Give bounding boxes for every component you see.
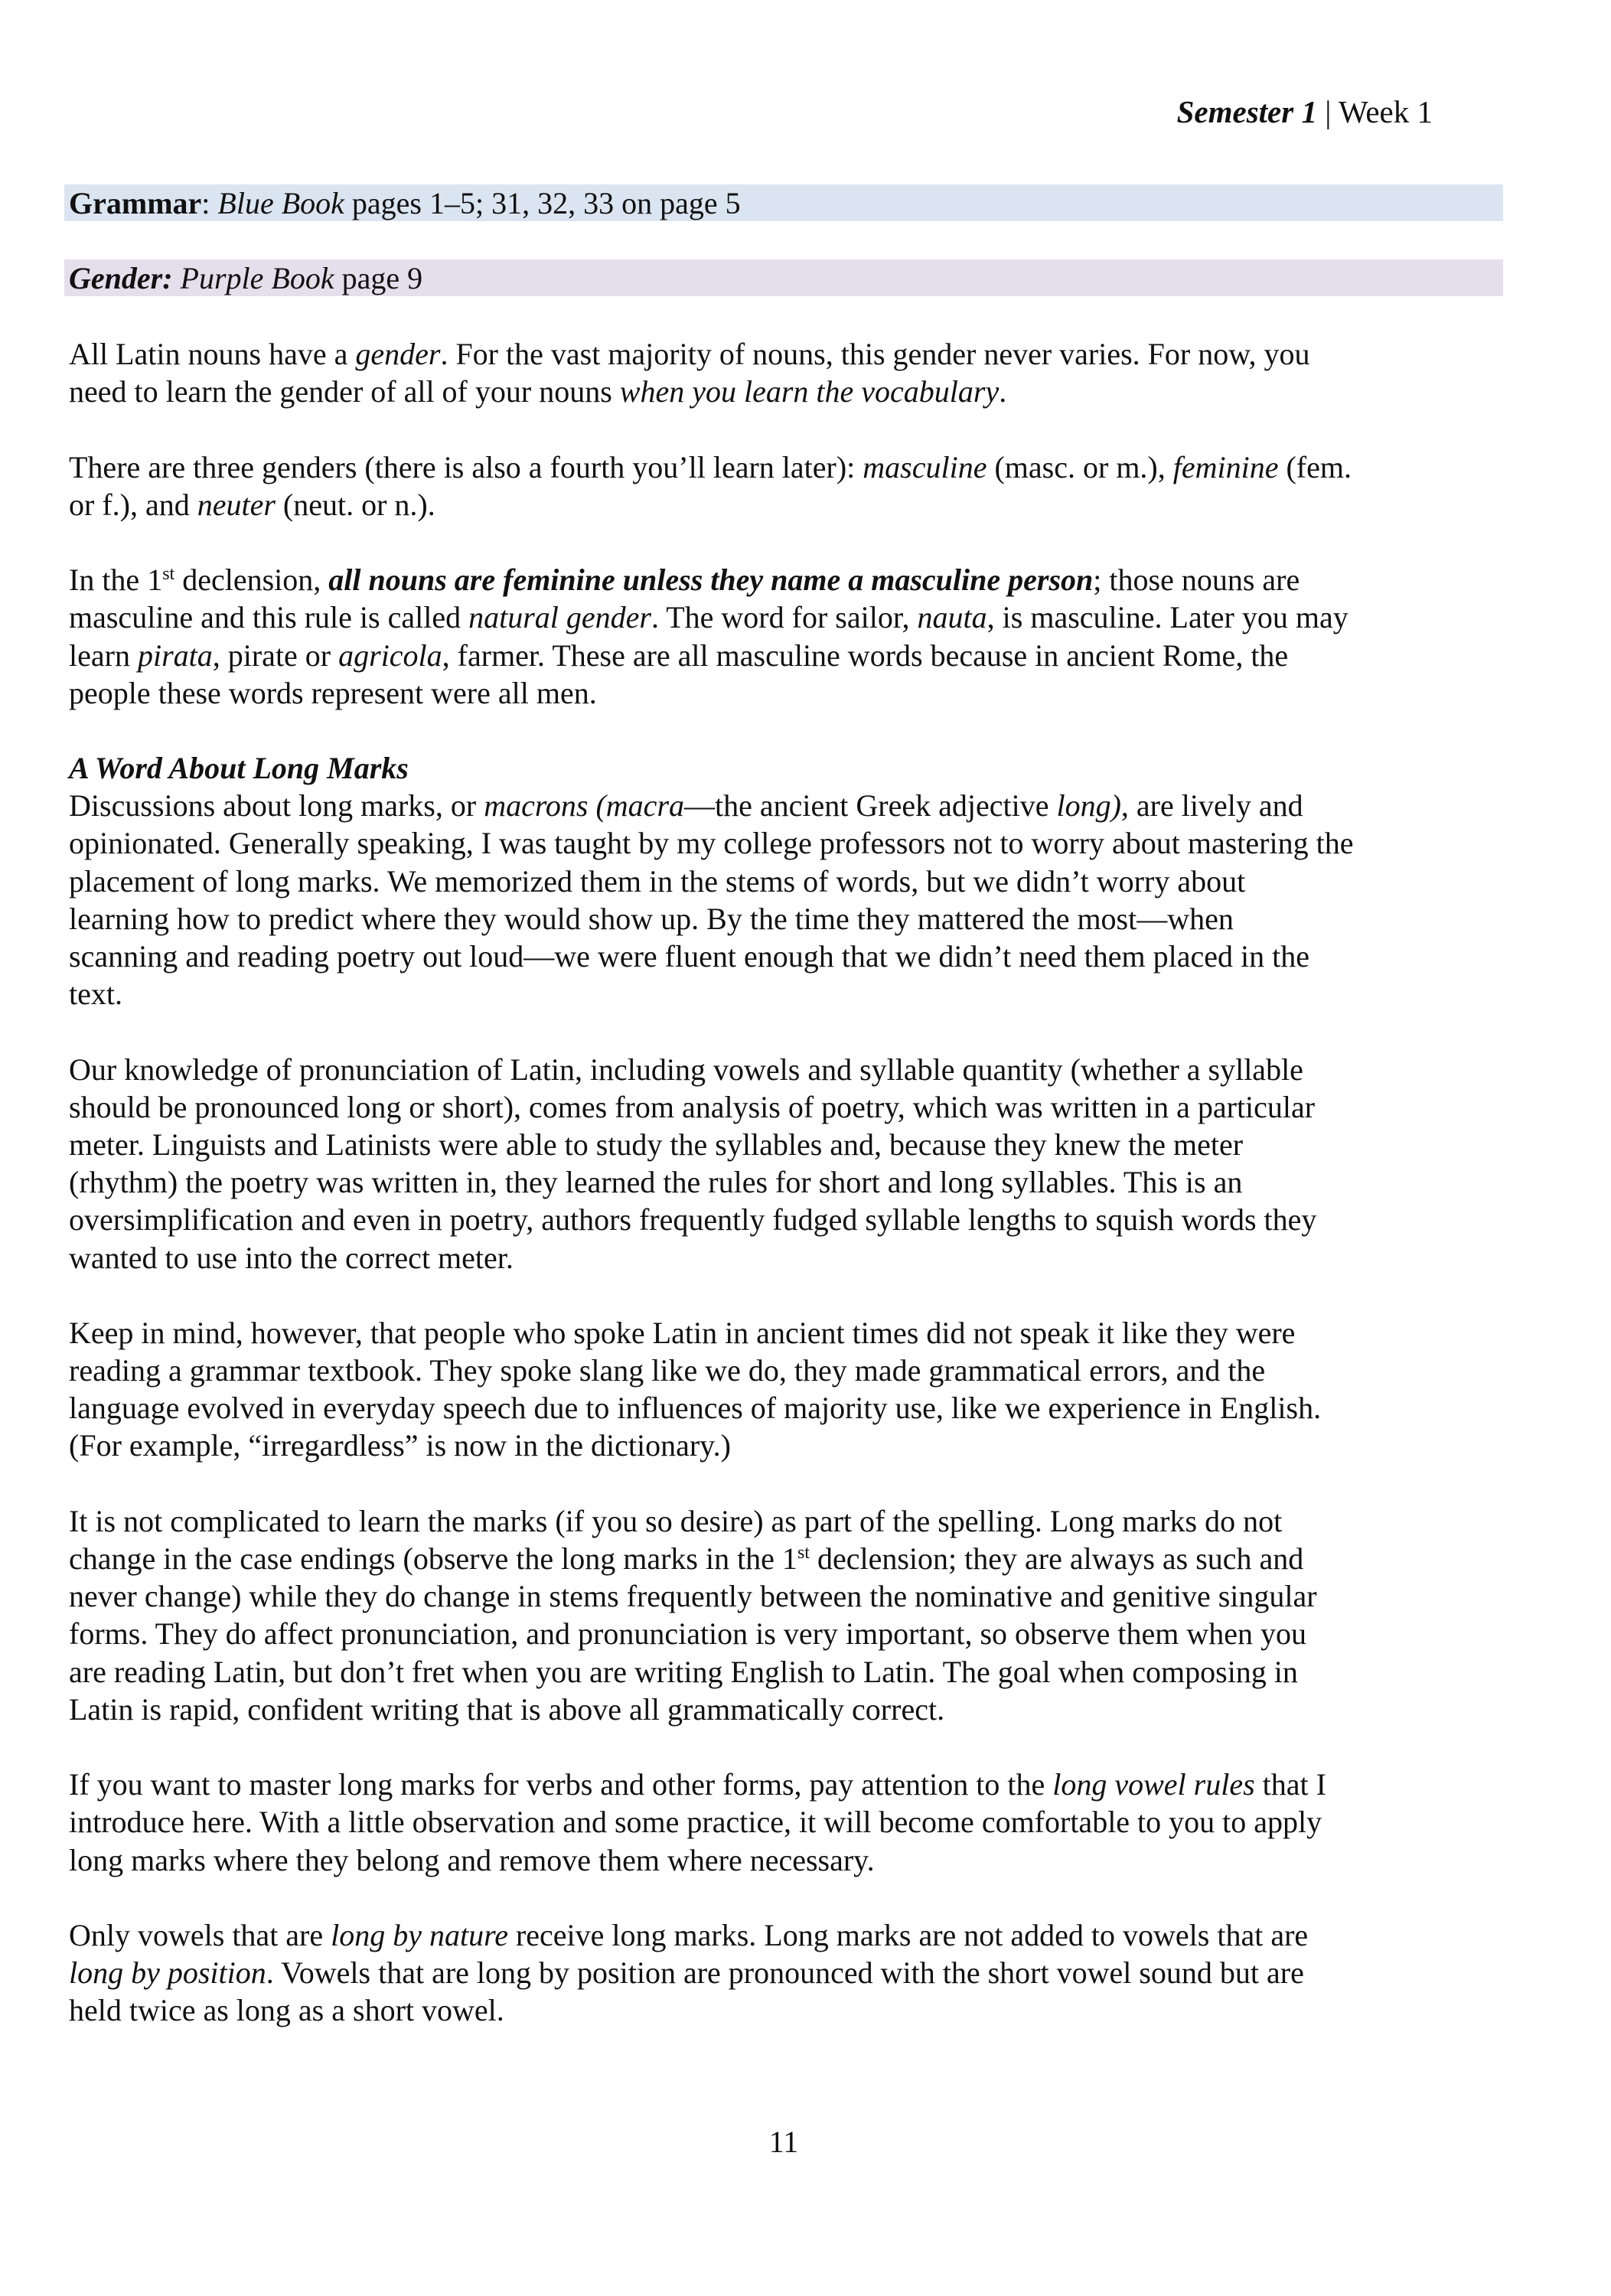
text-run: text. <box>69 977 122 1012</box>
gender-pages: page 9 <box>334 261 423 295</box>
emphasis-text: feminine <box>1172 449 1279 484</box>
text-run: wanted to use into the correct meter. <box>69 1240 514 1275</box>
text-line <box>69 824 1353 862</box>
text-line <box>69 598 1353 636</box>
text-line <box>69 1653 1353 1691</box>
text-run: reading a grammar textbook. They spoke slang like we do, they made grammatical errors, and the <box>69 1353 1266 1388</box>
text-line <box>69 1201 1353 1238</box>
emphasis-text: long vowel rules <box>1052 1767 1255 1802</box>
text-run: learn <box>69 638 138 673</box>
text-line <box>69 1691 1353 1728</box>
text-run: scanning and reading poetry out loud—we were fluent enough that we didn’t need them placed in the <box>69 939 1309 974</box>
text-run: . <box>999 374 1007 409</box>
text-run: people these words represent were all men. <box>69 675 597 710</box>
text-run: need to learn the gender of all of your nouns <box>69 374 620 409</box>
text-run: should be pronounced long or short), comes from analysis of poetry, which was written in a particular <box>69 1089 1316 1124</box>
grammar-pages: pages 1–5; 31, 32, 33 on page 5 <box>344 186 741 220</box>
text-run: forms. They do affect pronunciation, and pronunciation is very important, so observe them when you <box>69 1616 1307 1652</box>
gender-label: Gender: <box>69 261 173 295</box>
text-line <box>69 1088 1353 1126</box>
text-line <box>69 900 1353 938</box>
text-line <box>69 1991 1353 2029</box>
emphasis-text: gender <box>355 337 441 371</box>
text-line <box>69 1051 1353 1088</box>
paragraph <box>69 1916 1353 2030</box>
text-run: ; those nouns are <box>1093 563 1300 598</box>
emphasis-text: long) <box>1056 788 1121 823</box>
running-header <box>1177 93 1433 130</box>
emphasis-text: nauta <box>917 600 987 635</box>
text-run: masculine and this rule is called <box>69 600 469 635</box>
grammar-assignment-bar <box>64 184 1503 221</box>
text-run: never change) while they do change in stems frequently between the nominative and genitive singular <box>69 1579 1317 1614</box>
gender-space <box>173 261 181 295</box>
emphasis-text: pirata <box>137 638 213 673</box>
paragraph <box>69 1502 1353 1728</box>
text-run: Our knowledge of pronunciation of Latin, including vowels and syllable quantity (whether a syllable <box>69 1052 1303 1087</box>
text-run: oversimplification and even in poetry, authors frequently fudged syllable lengths to squish words they <box>69 1202 1317 1238</box>
paragraph <box>69 561 1353 712</box>
paragraph <box>69 335 1353 410</box>
text-run: Keep in mind, however, that people who spoke Latin in ancient times did not speak it like they were <box>69 1315 1296 1350</box>
text-line <box>69 1126 1353 1163</box>
text-line <box>69 1502 1353 1540</box>
emphasis-text: all nouns are feminine unless they name a masculine person <box>328 563 1094 598</box>
text-line <box>69 1954 1353 1991</box>
text-line <box>69 637 1353 674</box>
text-run: . Vowels that are long by position are pronounced with the short vowel sound but are <box>266 1955 1304 1991</box>
text-line <box>69 1239 1353 1277</box>
text-line <box>69 373 1353 410</box>
text-run: (neut. or n.). <box>275 487 435 522</box>
superscript: st <box>162 564 175 585</box>
text-run: Latin is rapid, confident writing that is above all grammatically correct. <box>69 1691 945 1727</box>
text-run: or f.), and <box>69 487 197 522</box>
text-line <box>69 1540 1353 1577</box>
week-label: Week 1 <box>1338 94 1433 129</box>
text-run: If you want to master long marks for verbs and other forms, pay attention to the <box>69 1767 1053 1802</box>
section-heading <box>69 749 1353 787</box>
text-run: meter. Linguists and Latinists were able to study the syllables and, because they knew the meter <box>69 1127 1244 1162</box>
text-run: It is not complicated to learn the marks (if you so desire) as part of the spelling. Long marks do not <box>69 1503 1283 1538</box>
emphasis-text: long by nature <box>331 1917 508 1952</box>
text-run: , are lively and <box>1120 788 1303 823</box>
text-line <box>69 975 1353 1013</box>
text-run: receive long marks. Long marks are not added to vowels that are <box>507 1917 1309 1952</box>
grammar-label: Grammar <box>69 186 202 220</box>
text-line <box>69 1615 1353 1652</box>
text-line <box>69 1841 1353 1879</box>
text-run: —the ancient Greek adjective <box>684 788 1057 823</box>
paragraph <box>69 1766 1353 1879</box>
emphasis-text: A Word About Long Marks <box>69 751 409 786</box>
text-line <box>69 1352 1353 1389</box>
text-line <box>69 486 1353 523</box>
grammar-book: Blue Book <box>217 186 344 220</box>
paragraph <box>69 448 1353 523</box>
emphasis-text: agricola <box>338 638 442 673</box>
text-run: (masc. or m.), <box>986 449 1173 484</box>
section-long-marks <box>69 749 1353 1013</box>
emphasis-text: long by position <box>69 1955 266 1991</box>
gender-assignment-bar <box>64 259 1503 296</box>
text-run: , farmer. These are all masculine words because in ancient Rome, the <box>442 638 1289 673</box>
text-run: held twice as long as a short vowel. <box>69 1993 504 2028</box>
text-line <box>69 1314 1353 1352</box>
text-run: declension; they are always as such and <box>809 1541 1304 1576</box>
text-line <box>69 1163 1353 1201</box>
text-run: Only vowels that are <box>69 1917 331 1952</box>
text-line <box>69 787 1353 824</box>
text-line <box>69 561 1353 598</box>
paragraph <box>69 1051 1353 1277</box>
emphasis-text: natural gender <box>468 600 651 635</box>
text-run: . For the vast majority of nouns, this gender never varies. For now, you <box>440 337 1310 371</box>
text-run: There are three genders (there is also a fourth you’ll learn later): <box>69 449 863 484</box>
header-separator: | <box>1316 94 1339 129</box>
page-number: 11 <box>768 2125 799 2159</box>
text-run: language evolved in everyday speech due to influences of majority use, like we experience in English. <box>69 1391 1322 1426</box>
text-run: introduce here. With a little observation and some practice, it will become comfortable to you to apply <box>69 1805 1322 1840</box>
text-line <box>69 863 1353 900</box>
text-run: (rhythm) the poetry was written in, they learned the rules for short and long syllables. This is an <box>69 1165 1243 1200</box>
text-line <box>69 1577 1353 1615</box>
text-run: , is masculine. Later you may <box>986 600 1348 635</box>
text-run: declension, <box>174 563 329 598</box>
text-line <box>69 1916 1353 1954</box>
text-line <box>69 938 1353 975</box>
text-run: long marks where they belong and remove them where necessary. <box>69 1842 875 1877</box>
text-run: Discussions about long marks, or <box>69 788 484 823</box>
text-run: . The word for sailor, <box>651 600 918 635</box>
text-run: opinionated. Generally speaking, I was taught by my college professors not to worry about mastering the <box>69 826 1354 861</box>
superscript: st <box>797 1543 810 1563</box>
paragraph <box>69 1314 1353 1465</box>
body-text <box>69 335 1353 2067</box>
text-run: that I <box>1254 1767 1326 1802</box>
emphasis-text: when you learn the vocabulary <box>619 374 1000 409</box>
grammar-colon: : <box>201 186 218 220</box>
text-run: placement of long marks. We memorized them in the stems of words, but we didn’t worry about <box>69 863 1246 899</box>
emphasis-text: masculine <box>863 449 987 484</box>
text-line <box>69 1389 1353 1427</box>
text-line <box>69 1766 1353 1803</box>
text-run: All Latin nouns have a <box>69 337 356 371</box>
text-run: (For example, “irregardless” is now in the dictionary.) <box>69 1428 731 1463</box>
emphasis-text: macrons (macra <box>484 788 685 823</box>
gender-book: Purple Book <box>180 261 334 295</box>
text-run: change in the case endings (observe the long marks in the 1 <box>69 1541 797 1576</box>
emphasis-text: neuter <box>197 487 276 522</box>
text-line <box>69 674 1353 712</box>
text-run: are reading Latin, but don’t fret when you are writing English to Latin. The goal when composing in <box>69 1654 1298 1689</box>
text-line <box>69 448 1353 486</box>
text-line <box>69 1803 1353 1841</box>
semester-label: Semester 1 <box>1176 94 1317 129</box>
text-run: , pirate or <box>212 638 339 673</box>
text-line <box>69 1427 1353 1464</box>
text-run: In the 1 <box>69 563 163 598</box>
text-run: learning how to predict where they would show up. By the time they mattered the most—when <box>69 901 1234 936</box>
text-line <box>69 335 1353 373</box>
text-run: (fem. <box>1278 449 1352 484</box>
